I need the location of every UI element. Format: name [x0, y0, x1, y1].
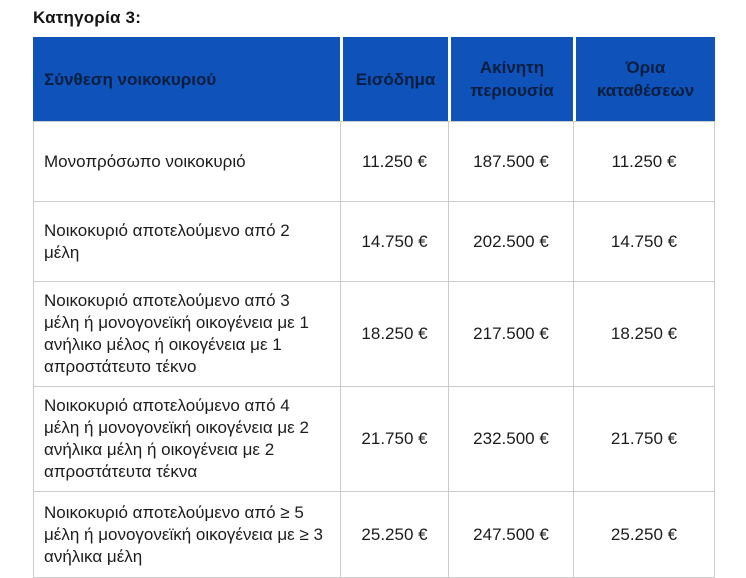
cell-household-composition: Νοικοκυριό αποτελούμενο από 3 μέλη ή μονογονεϊκή οικογένεια με 1 ανήλικο μέλος ή οικογένεια με 1 απροστάτευτο τέκνο	[33, 282, 340, 387]
cell-deposit-limit: 25.250 €	[573, 492, 715, 578]
column-header-deposit-limits: Όρια καταθέσεων	[573, 37, 715, 121]
cell-deposit-limit: 14.750 €	[573, 202, 715, 282]
table-header-row	[33, 37, 715, 121]
cell-real-estate: 202.500 €	[448, 202, 573, 282]
cell-real-estate: 187.500 €	[448, 121, 573, 202]
table-row	[33, 121, 715, 202]
cell-household-composition: Μονοπρόσωπο νοικοκυριό	[33, 121, 340, 202]
cell-deposit-limit: 18.250 €	[573, 282, 715, 387]
cell-income: 18.250 €	[340, 282, 448, 387]
column-header-household-composition: Σύνθεση νοικοκυριού	[33, 37, 340, 121]
cell-real-estate: 247.500 €	[448, 492, 573, 578]
cell-household-composition: Νοικοκυριό αποτελούμενο από ≥ 5 μέλη ή μονογονεϊκή οικογένεια με ≥ 3 ανήλικα μέλη	[33, 492, 340, 578]
category-3-table	[33, 37, 715, 578]
page-title: Κατηγορία 3:	[33, 8, 142, 27]
cell-deposit-limit: 21.750 €	[573, 387, 715, 492]
cell-income: 21.750 €	[340, 387, 448, 492]
column-header-real-estate: Ακίνητη περιουσία	[448, 37, 573, 121]
cell-income: 25.250 €	[340, 492, 448, 578]
cell-real-estate: 232.500 €	[448, 387, 573, 492]
column-header-income: Εισόδημα	[340, 37, 448, 121]
cell-deposit-limit: 11.250 €	[573, 121, 715, 202]
table-row	[33, 387, 715, 492]
cell-income: 14.750 €	[340, 202, 448, 282]
cell-household-composition: Νοικοκυριό αποτελούμενο από 2 μέλη	[33, 202, 340, 282]
cell-income: 11.250 €	[340, 121, 448, 202]
cell-household-composition: Νοικοκυριό αποτελούμενο από 4 μέλη ή μονογονεϊκή οικογένεια με 2 ανήλικα μέλη ή οικογένεια με 2 απροστάτευτα τέκνα	[33, 387, 340, 492]
table-row	[33, 492, 715, 578]
table-row	[33, 282, 715, 387]
cell-real-estate: 217.500 €	[448, 282, 573, 387]
table-row	[33, 202, 715, 282]
